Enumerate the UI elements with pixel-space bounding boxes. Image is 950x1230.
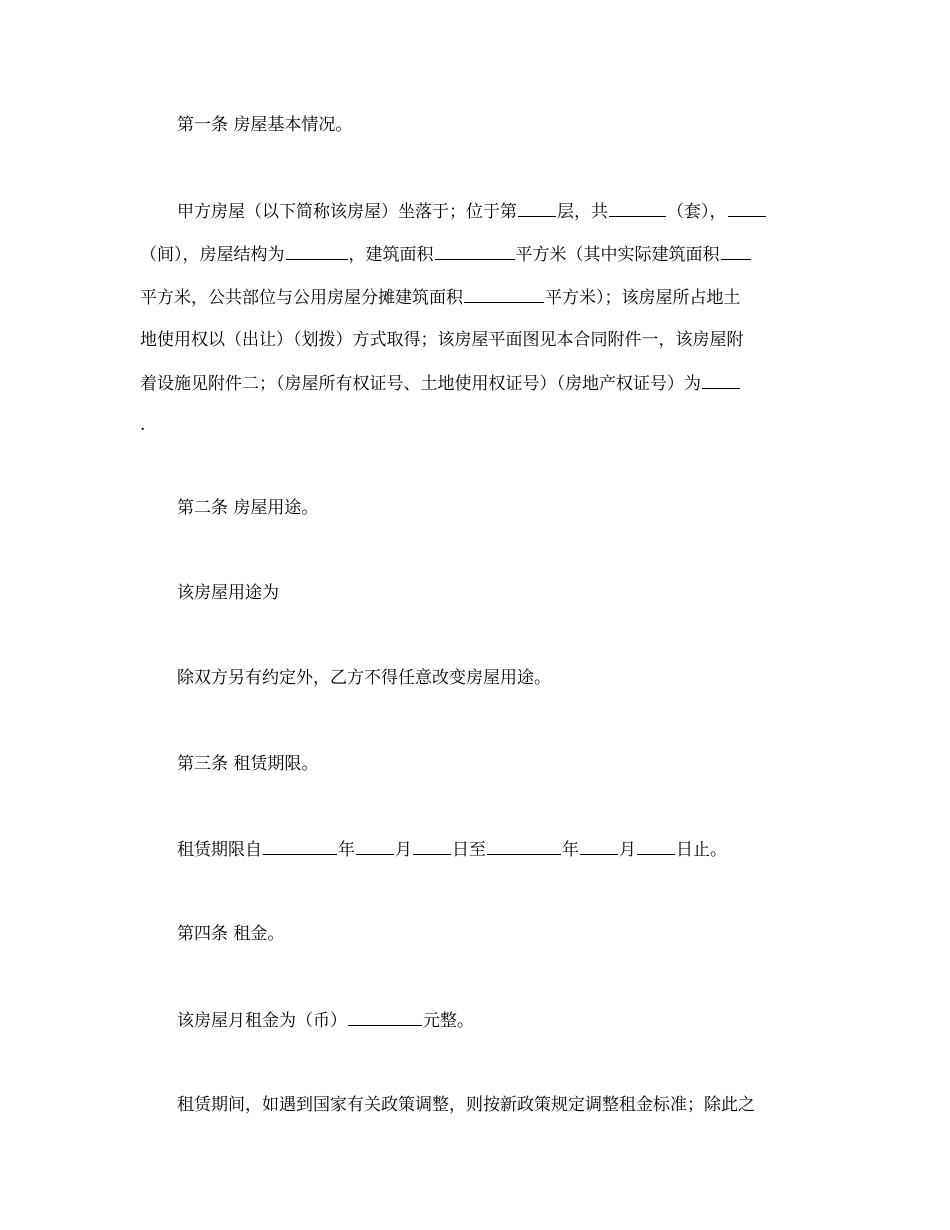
text-segment: 元整。: [423, 1011, 474, 1031]
lease-term-line: [177, 838, 727, 861]
article1-heading: 第一条 房屋基本情况。: [177, 115, 353, 135]
text-segment: 日止。: [676, 840, 727, 860]
article2-heading: 第二条 房屋用途。: [177, 498, 319, 518]
text-segment: 年: [338, 840, 355, 860]
article1-line4: 地使用权以（出让）（划拨）方式取得；该房屋平面图见本合同附件一，该房屋附: [140, 330, 744, 350]
text-segment: 年: [562, 840, 579, 860]
text-segment: 平方米）；该房屋所占地土: [545, 288, 741, 308]
article1-line5: [140, 372, 741, 395]
restriction-line: 除双方另有约定外，乙方不得任意改变房屋用途。: [177, 668, 551, 688]
text-segment: 甲方房屋（以下简称该房屋）坐落于；位于第: [177, 202, 517, 222]
text-segment: 层，共: [557, 202, 608, 222]
certificate-number-blank: [702, 372, 740, 389]
text-segment: （套），: [667, 202, 727, 222]
usage-line: 该房屋用途为: [177, 583, 279, 603]
start-year-blank: [263, 838, 337, 855]
rooms-blank: [728, 200, 766, 217]
text-segment: （间），房屋结构为: [140, 245, 285, 265]
monthly-rent-line: [177, 1009, 474, 1032]
article1-line2: [140, 243, 752, 266]
start-day-blank: [413, 838, 451, 855]
article1-line3: [140, 286, 741, 309]
text-segment: 平方米，公共部位与公用房屋分摊建筑面积: [140, 288, 463, 308]
start-month-blank: [356, 838, 394, 855]
sets-blank: [609, 200, 666, 217]
article3-heading: 第三条 租赁期限。: [177, 754, 319, 774]
text-segment: ，建筑面积: [348, 245, 434, 265]
article1-line6: .: [140, 415, 146, 435]
floor-blank: [518, 200, 556, 217]
shared-area-blank: [464, 286, 544, 303]
rent-adjust-line: 租赁期间，如遇到国家有关政策调整，则按新政策规定调整租金标准；除此之: [177, 1095, 755, 1115]
text-segment: 月: [619, 840, 636, 860]
article1-line1: [177, 200, 812, 223]
end-day-blank: [637, 838, 675, 855]
text-segment: 着设施见附件二；（房屋所有权证号、土地使用权证号）（房地产权证号）为: [140, 374, 701, 394]
rent-amount-blank: [348, 1009, 422, 1026]
structure-blank: [286, 243, 348, 260]
article4-heading: 第四条 租金。: [177, 924, 285, 944]
actual-area-blank: [721, 243, 751, 260]
text-segment: 平方米（其中实际建筑面积: [515, 245, 720, 265]
text-segment: 该房屋月租金为（币）: [177, 1011, 347, 1031]
text-segment: 租赁期限自: [177, 840, 262, 860]
text-segment: 日至: [452, 840, 486, 860]
end-year-blank: [487, 838, 561, 855]
text-segment: 月: [395, 840, 412, 860]
end-month-blank: [580, 838, 618, 855]
floor-area-blank: [435, 243, 515, 260]
